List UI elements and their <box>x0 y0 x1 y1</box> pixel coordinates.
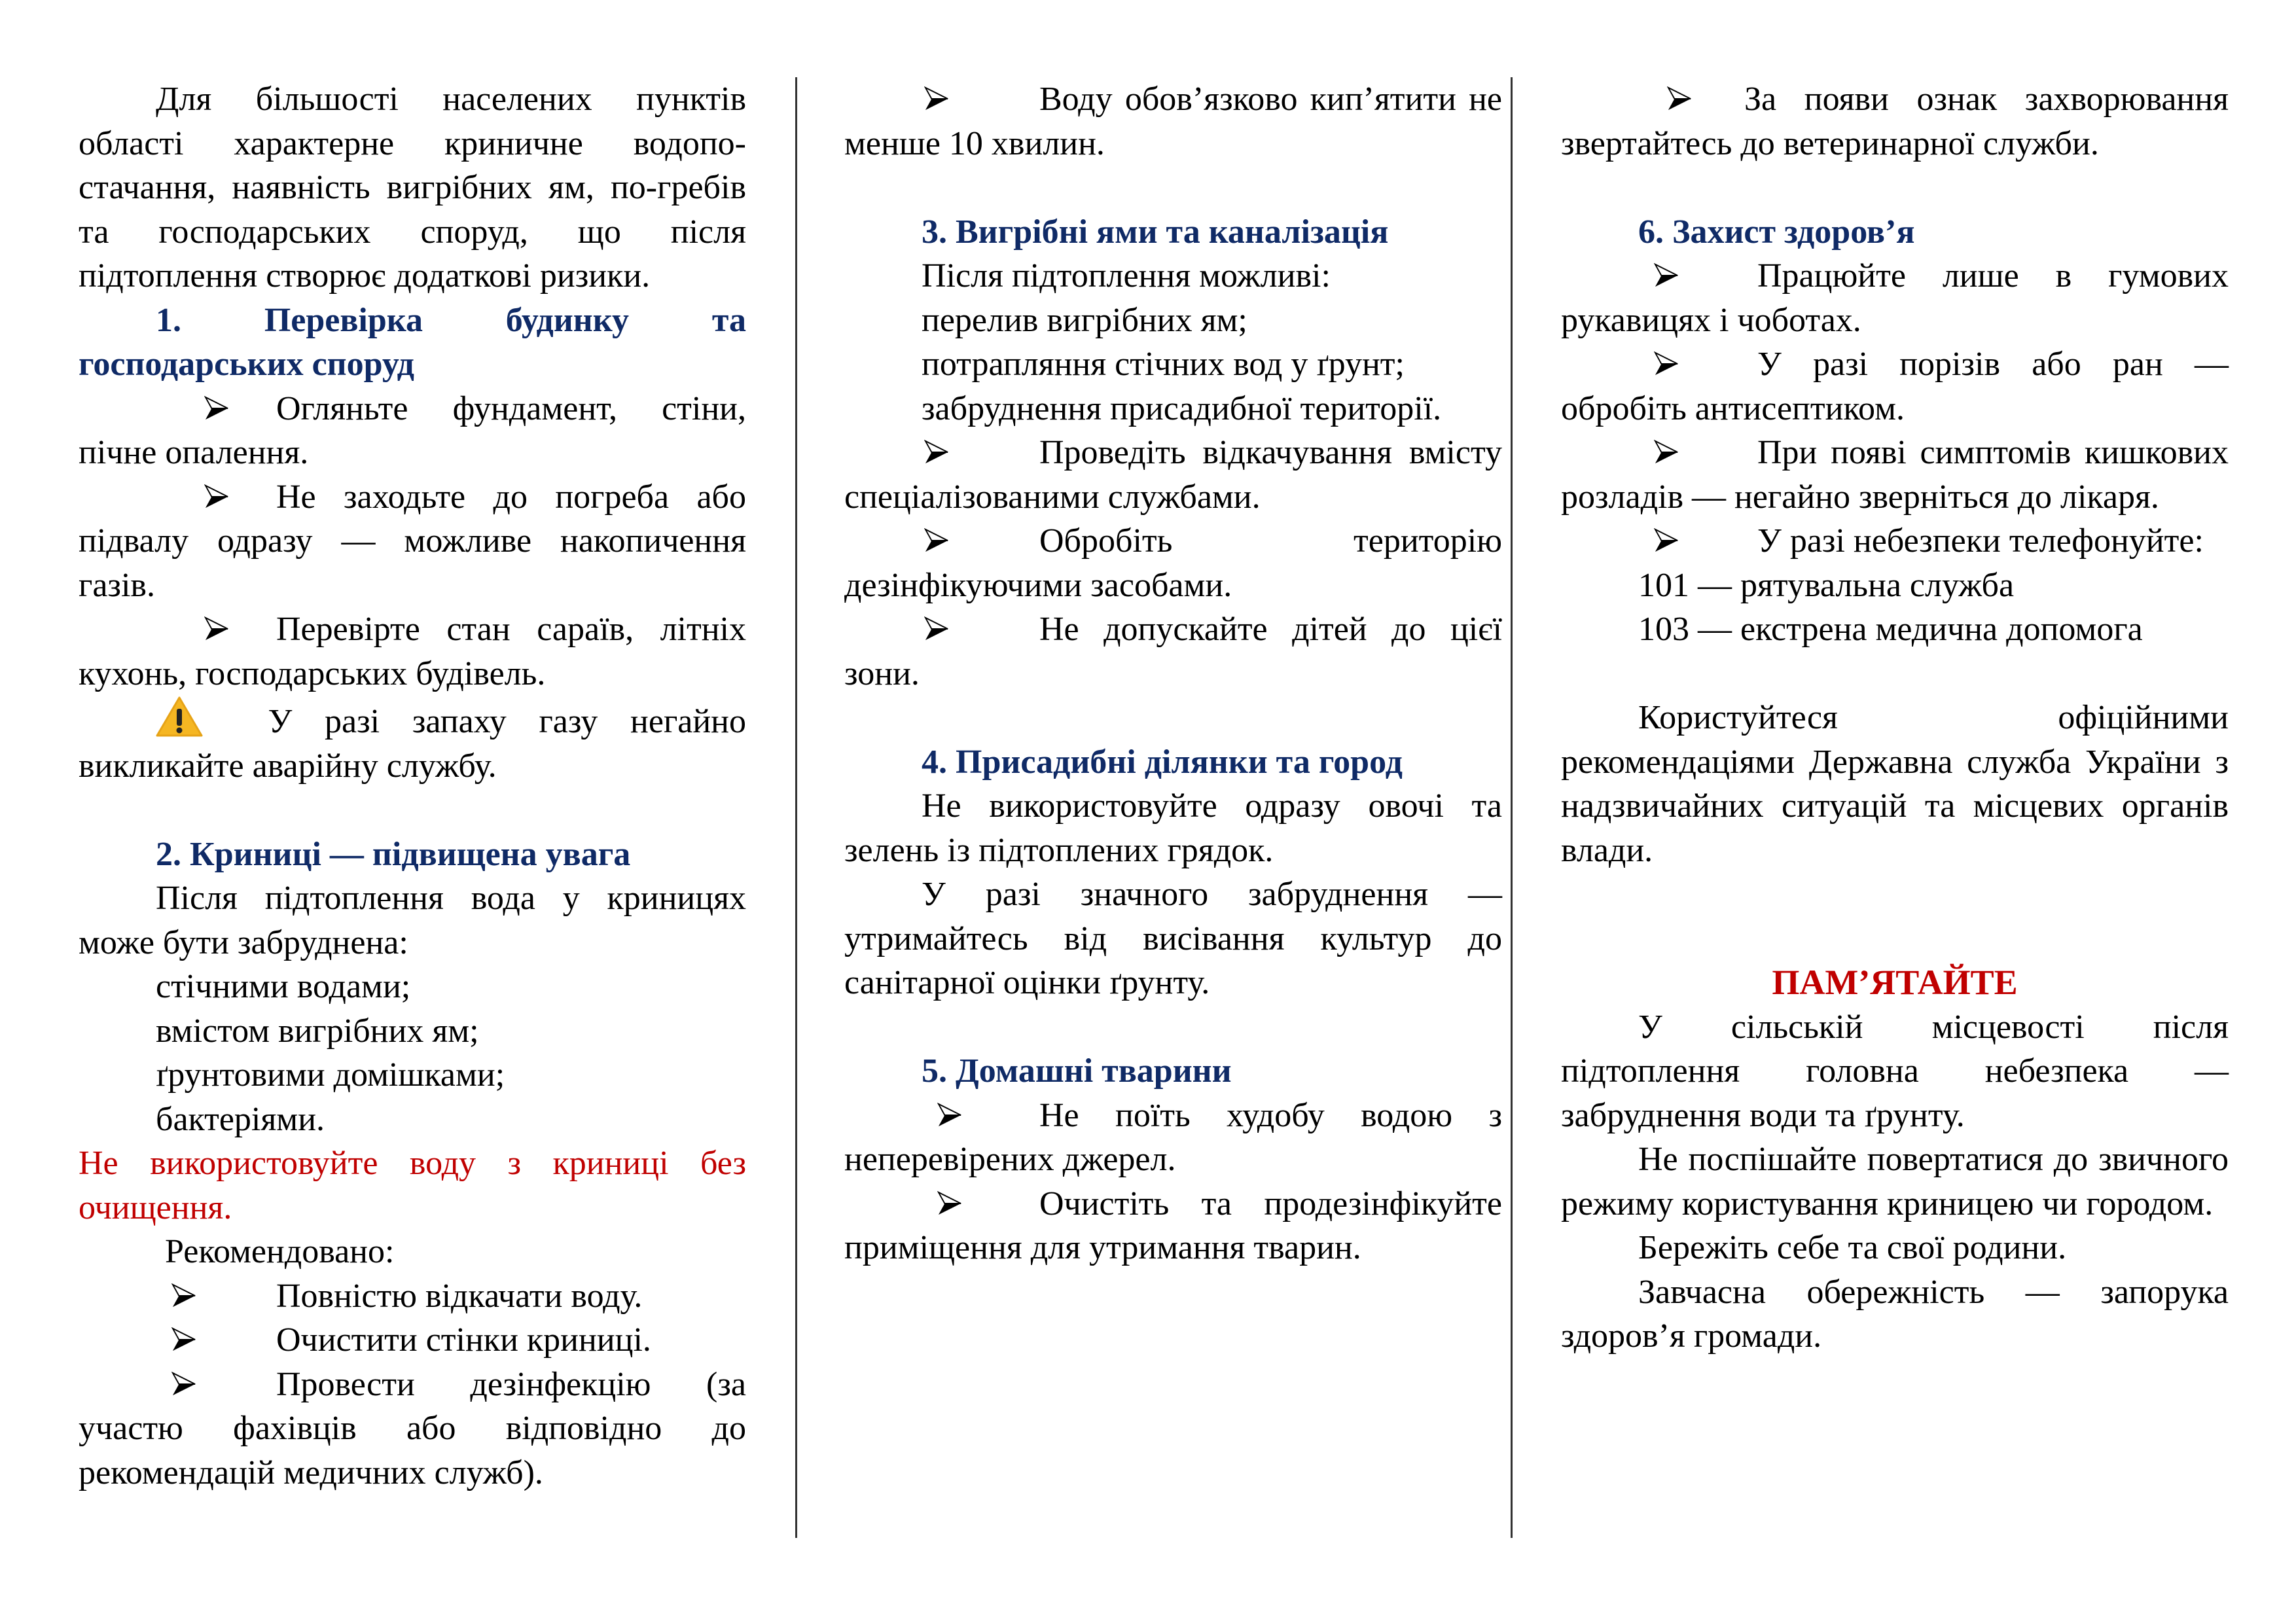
bullet-item: Очистити стінки криниці. <box>79 1318 746 1363</box>
bullet-item: Огляньте фундамент, стіни, пічне опалення. <box>79 387 746 475</box>
bullet-item: У разі порізів або ран — обробіть антисептиком. <box>1561 342 2229 431</box>
emergency-phone: 101 — рятувальна служба <box>1638 566 2015 604</box>
bullet-item: Проведіть відкачування вмісту спеціалізованими службами. <box>844 431 1502 519</box>
remember-paragraph: У сільській місцевості після підтоплення головна небезпека — забруднення води та ґрунту. <box>1561 1008 2229 1134</box>
bullet-item: При появі симптомів кишкових розладів — негайно зверніться до лікаря. <box>1561 431 2229 519</box>
bullet-item: Повністю відкачати воду. <box>79 1274 746 1319</box>
section-5-heading: 5. Домашні тварини <box>922 1052 1232 1090</box>
bullet-item: За появи ознак захворювання звертайтесь до ветеринарної служби. <box>1561 77 2229 166</box>
bullet-item: Не допускайте дітей до цієї зони. <box>844 607 1502 696</box>
arrow-bullet-icon <box>844 77 949 122</box>
column-1 <box>79 77 746 1495</box>
bullet-item: Воду обов’язково кип’ятити не менше 10 хвилин. <box>844 77 1502 166</box>
section-4-heading: 4. Присадибні ділянки та город <box>922 743 1403 781</box>
arrow-bullet-icon <box>844 431 949 475</box>
section-2-heading: 2. Криниці — підвищена увага <box>156 835 631 873</box>
official-recommendations: Користуйтеся офіційними рекомендаціями Державна служба України з надзвичайних ситуацій та місцевих органів влади. <box>1561 699 2229 869</box>
arrow-bullet-icon <box>844 1094 962 1138</box>
arrow-bullet-icon <box>1561 342 1679 387</box>
section-3-intro: Після підтоплення можливі: <box>922 257 1331 294</box>
arrow-bullet-icon <box>79 607 229 652</box>
list-item: вмістом вигрібних ям; <box>156 1012 479 1050</box>
remember-paragraph: Бережіть себе та свої родини. <box>1638 1229 2067 1266</box>
bullet-item: Не заходьте до погреба або підвалу одразу — можливе накопичення газів. <box>79 475 746 608</box>
well-water-alert: Не використовуйте воду з криниці без очищення. <box>79 1145 746 1226</box>
bullet-item: Не поїть худобу водою з неперевірених джерел. <box>844 1094 1502 1182</box>
gas-warning: У разі запаху газу негайно викликайте аварійну службу. <box>79 696 746 788</box>
bullet-item: Обробіть територію дезінфікуючими засобами. <box>844 519 1502 607</box>
bullet-item: Провести дезінфекцію (за участю фахівців або відповідно до рекомендацій медичних служб). <box>79 1363 746 1495</box>
section-4-paragraph: У разі значного забруднення — утримайтесь від висівання культур до санітарної оцінки ґрунту. <box>844 876 1502 1001</box>
list-item: забруднення присадибної території. <box>922 389 1442 427</box>
bullet-item: У разі небезпеки телефонуйте: <box>1561 519 2229 563</box>
arrow-bullet-icon <box>844 607 949 652</box>
remember-title: ПАМ’ЯТАЙТЕ <box>1772 963 2018 1002</box>
arrow-bullet-icon <box>1561 519 1679 563</box>
list-item: бактеріями. <box>156 1100 325 1138</box>
bullet-item: Працюйте лише в гумових рукавицях і чоботах. <box>1561 254 2229 342</box>
arrow-bullet-icon <box>844 519 949 563</box>
arrow-bullet-icon <box>79 475 229 520</box>
column-3 <box>1561 77 2229 1359</box>
arrow-bullet-icon <box>79 1274 196 1319</box>
emergency-phone: 103 — екстрена медична допомога <box>1638 611 2143 648</box>
arrow-bullet-icon <box>79 1363 196 1407</box>
arrow-bullet-icon <box>1561 431 1679 475</box>
section-4-paragraph: Не використовуйте одразу овочі та зелень із підтоплених грядок. <box>844 787 1502 869</box>
section-1-heading: 1. Перевірка будинку та господарських споруд <box>79 301 746 383</box>
remember-paragraph: Не поспішайте повертатися до звичного режиму користування криницею чи городом. <box>1561 1141 2229 1222</box>
list-item: перелив вигрібних ям; <box>922 301 1247 339</box>
section-6-heading: 6. Захист здоров’я <box>1638 213 1915 251</box>
arrow-bullet-icon <box>79 387 229 431</box>
arrow-bullet-icon <box>1561 254 1679 298</box>
recommended-label: Рекомендовано: <box>165 1233 395 1270</box>
column-divider <box>795 77 797 1538</box>
arrow-bullet-icon <box>79 1318 196 1363</box>
remember-paragraph: Завчасна обережність — запорука здоров’я громади. <box>1561 1273 2229 1355</box>
column-2 <box>844 77 1502 1270</box>
arrow-bullet-icon <box>844 1182 962 1226</box>
arrow-bullet-icon <box>1561 77 1692 122</box>
bullet-item: Перевірте стан сараїв, літніх кухонь, господарських будівель. <box>79 607 746 696</box>
list-item: потрапляння стічних вод у ґрунт; <box>922 346 1405 383</box>
section-3-heading: 3. Вигрібні ями та каналізація <box>922 213 1389 251</box>
section-2-intro: Після підтоплення вода у криницях може бути забруднена: <box>79 880 746 961</box>
warning-icon <box>156 703 203 740</box>
list-item: ґрунтовими домішками; <box>156 1056 505 1094</box>
bullet-item: Очистіть та продезінфікуйте приміщення для утримання тварин. <box>844 1182 1502 1270</box>
column-divider <box>1511 77 1513 1538</box>
intro-paragraph: Для більшості населених пунктів області характерне криничне водопо-стачання, наявність вигрібних ям, по-гребів та господарських споруд, що після підтоплення створює додаткові ризики. <box>79 80 746 294</box>
list-item: стічними водами; <box>156 968 411 1005</box>
